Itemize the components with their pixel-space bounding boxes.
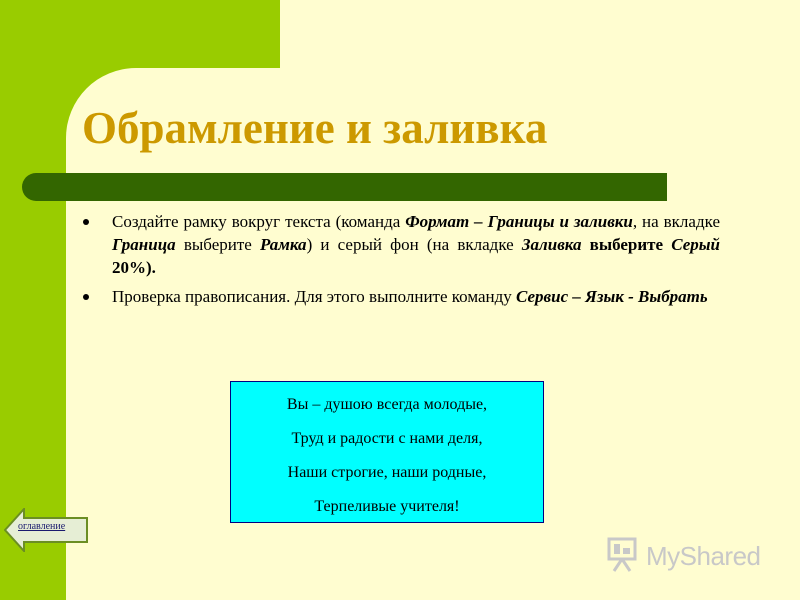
bullet-dot-icon [83,219,89,225]
bullet-dot-icon [83,294,89,300]
bullet-list [80,210,720,314]
watermark-text: MyShared [646,541,761,571]
bullet-text: Проверка правописания. Для этого выполните команду Сервис – Язык - Выбрать [112,287,708,306]
poem-line: Терпеливые учителя! [314,498,460,515]
poem-line: Наши строгие, наши родные, [287,464,487,481]
content-top-band [280,0,800,68]
bullet-text: Создайте рамку вокруг текста (команда Формат – Границы и заливки, на вкладке Граница выберите Рамка) и серый фон (на вкладке Заливка выберите Серый 20%). [112,212,721,277]
projector-screen-icon [606,535,642,575]
bullet-item-spellcheck [80,285,720,308]
poem-line: Вы – душою всегда молодые, [286,396,488,413]
bullet-item-border-fill [80,210,720,279]
poem-text-box [230,381,544,523]
watermark-logo [606,535,766,575]
title-underline-bar [22,173,667,201]
toc-button[interactable] [4,508,88,552]
slide-title: Обрамление и заливка [82,103,548,153]
poem-line: Труд и радости с нами деля, [291,430,483,447]
toc-button-label: оглавление [18,521,66,532]
